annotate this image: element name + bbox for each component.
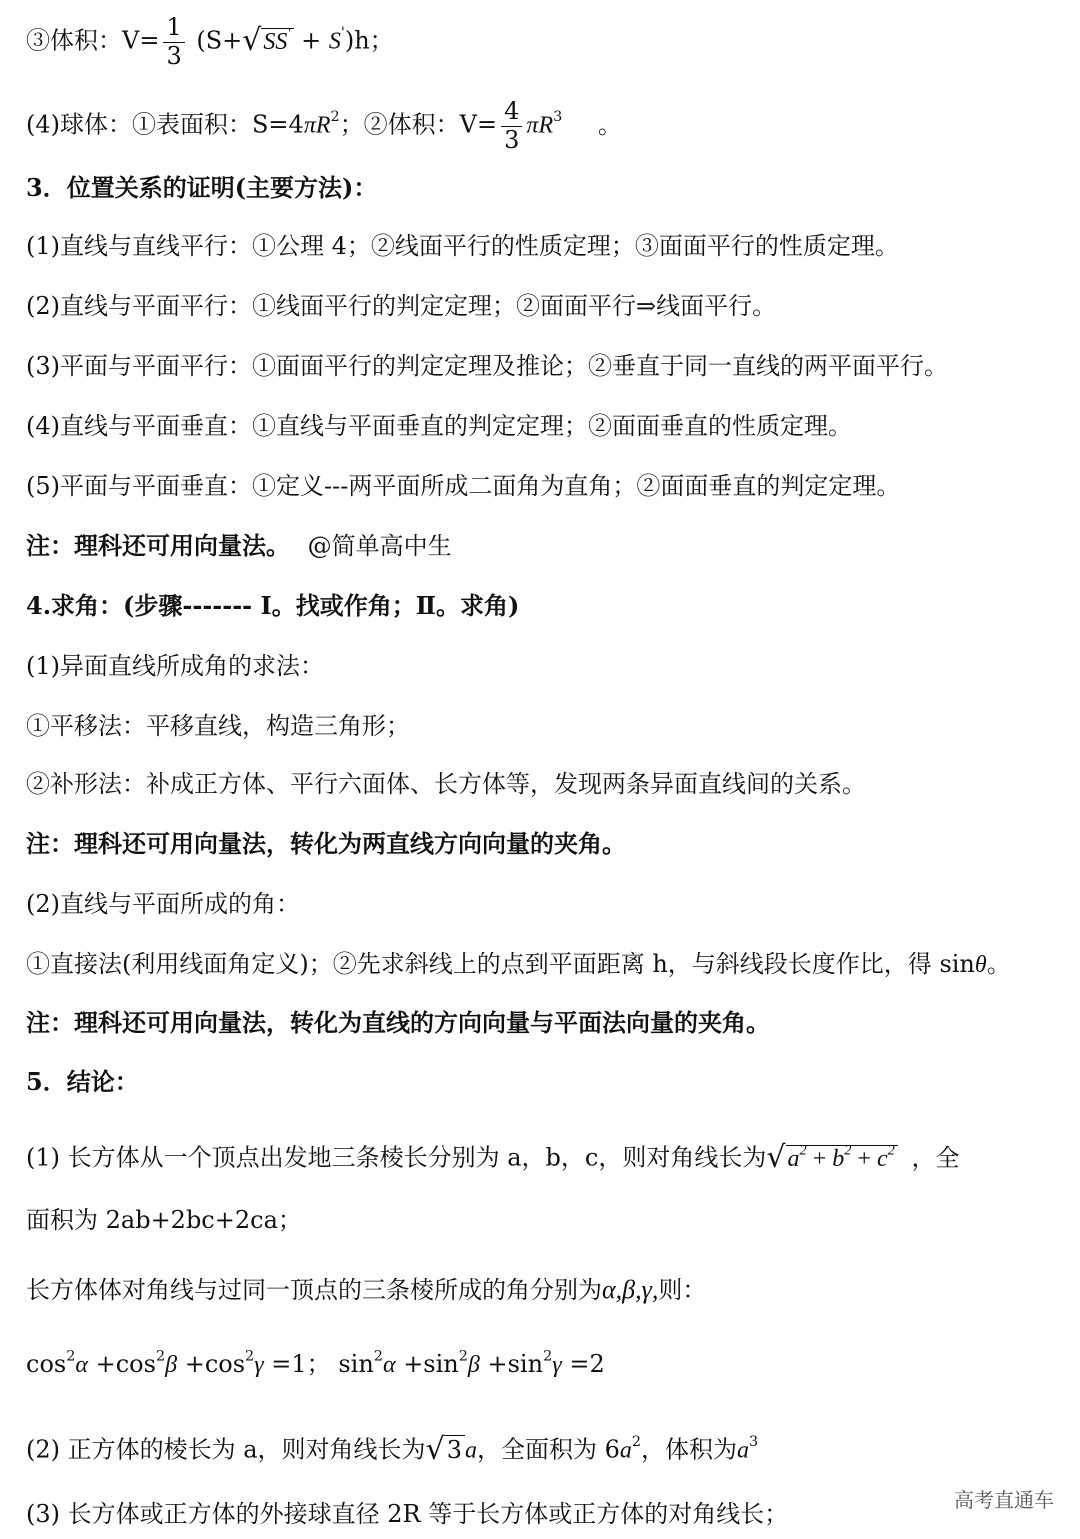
radicand [261, 25, 293, 55]
r: R [315, 112, 331, 139]
exp: 2 [543, 1348, 553, 1365]
sin: sin [338, 1350, 374, 1378]
paragraph: (1)异面直线所成角的求法： [26, 652, 324, 680]
sin: sin [423, 1350, 459, 1378]
exp: 3 [749, 1433, 759, 1450]
plus: + [812, 1145, 827, 1172]
text: =1； [271, 1350, 331, 1378]
paragraph [26, 950, 1066, 980]
coef: 4 [288, 110, 304, 139]
s-prime: S [328, 28, 341, 55]
paragraph: (3)平面与平面平行：①面面平行的判定定理及推论；②垂直于同一直线的两平面平行。 [26, 352, 948, 380]
paragraph [26, 1274, 1066, 1305]
plus: + [403, 1350, 424, 1378]
prime: ' [340, 25, 345, 42]
radicand [786, 1141, 898, 1172]
cos: cos [204, 1350, 246, 1378]
text: (4)球体：①表面积：S= [26, 110, 289, 139]
watermark: 高考直通车 [954, 1488, 1054, 1512]
text: 长方体体对角线与过同一顶点的三条棱所成的角分别为 [26, 1276, 602, 1304]
radical-sign: √ [425, 1432, 445, 1467]
paragraph [26, 1140, 1066, 1176]
paragraph: (2)直线与平面所成的角： [26, 890, 300, 918]
text: )h； [344, 26, 394, 55]
beta: β [165, 1352, 178, 1378]
sphere-formula [26, 98, 1066, 154]
radicand: 3 [445, 1435, 465, 1464]
text: 。 [986, 950, 1011, 978]
text: ，全 [911, 1143, 960, 1172]
paragraph: (1)直线与直线平行：①公理 4；②线面平行的性质定理；③面面平行的性质定理。 [26, 232, 899, 260]
angle-formula [26, 1350, 1066, 1380]
text: 则： [658, 1276, 707, 1304]
exp: 2 [155, 1348, 166, 1365]
author-tag: @简单高中生 [307, 532, 452, 560]
note-text: 注：理科还可用向量法。 [26, 531, 290, 560]
cos: cos [115, 1350, 156, 1378]
exp: 2 [66, 1348, 76, 1365]
text: (2) 正方体的棱长为 a，则对角线长为 [26, 1435, 426, 1464]
fraction-numerator: 1 [163, 14, 184, 43]
section-heading-4: 4.求角：(步骤------- Ⅰ。找或作角；Ⅱ。求角) [26, 591, 520, 620]
paragraph: (3) 长方体或正方体的外接球直径 2R 等于长方体或正方体的对角线长； [26, 1500, 789, 1528]
paragraph [26, 1432, 1066, 1468]
fraction [501, 98, 522, 154]
text: (1) 长方体从一个顶点出发地三条棱长分别为 a，b，c，则对角线长为 [26, 1143, 767, 1172]
exp: 2 [844, 1141, 852, 1158]
beta: β [467, 1352, 480, 1378]
radical-sign: √ [242, 23, 262, 59]
note [26, 532, 1066, 561]
plus: + [184, 1350, 205, 1378]
radicand-text: SS [263, 28, 288, 55]
section-heading-5: 5．结论： [26, 1067, 139, 1096]
gamma: γ [552, 1352, 562, 1378]
sqrt [766, 1140, 897, 1176]
var: c [877, 1145, 888, 1172]
exp: 3 [553, 109, 563, 126]
exp: 2 [631, 1433, 642, 1450]
var: a [787, 1145, 800, 1172]
plus: + [95, 1350, 116, 1378]
r: R [538, 112, 554, 139]
pi: π [526, 112, 539, 139]
volume-frustum-formula [26, 14, 1066, 70]
exp: 2 [458, 1348, 468, 1365]
note: 注：理科还可用向量法，转化为两直线方向向量的夹角。 [26, 829, 626, 858]
paragraph: (5)平面与平面垂直：①定义---两平面所成二面角为直角；②面面垂直的判定定理。 [26, 472, 901, 500]
theta: θ [974, 952, 987, 978]
exp: 2 [373, 1348, 383, 1365]
text: =2 [569, 1350, 605, 1378]
text: 。 [597, 110, 622, 139]
sin: sin [507, 1350, 544, 1378]
exp: 2 [330, 109, 340, 126]
text: ；②体积：V= [339, 110, 498, 139]
section-heading-3: 3．位置关系的证明(主要方法)： [26, 173, 378, 202]
text: ③体积：V= [26, 26, 160, 55]
var: a [619, 1437, 632, 1464]
exp: 2 [799, 1141, 807, 1158]
paragraph: 面积为 2ab+2bc+2ca； [26, 1206, 302, 1234]
sqrt [242, 23, 293, 59]
text: (S+ [196, 26, 243, 55]
var: a [737, 1437, 750, 1464]
text: ，全面积为 6 [476, 1435, 620, 1464]
sqrt [426, 1432, 465, 1468]
fraction-denominator: 3 [504, 125, 520, 154]
var: a [464, 1437, 477, 1464]
paragraph: ①平移法：平移直线，构造三角形； [26, 712, 410, 740]
text: ，体积为 [641, 1435, 738, 1464]
note: 注：理科还可用向量法，转化为直线的方向向量与平面法向量的夹角。 [26, 1008, 770, 1037]
alpha: α [382, 1352, 396, 1378]
text: ①直接法(利用线面角定义)；②先求斜线上的点到平面距离 h，与斜线段长度作比，得 sin [26, 950, 975, 978]
paragraph: (4)直线与平面垂直：①直线与平面垂直的判定定理；②面面垂直的性质定理。 [26, 412, 852, 440]
exp: 2 [887, 1141, 895, 1158]
paragraph: (2)直线与平面平行：①线面平行的判定定理；②面面平行⇒线面平行。 [26, 292, 777, 320]
fraction [163, 14, 184, 70]
plus: + [487, 1350, 508, 1378]
paragraph: ②补形法：补成正方体、平行六面体、长方体等，发现两条异面直线间的关系。 [26, 770, 866, 798]
cos: cos [26, 1350, 67, 1378]
fraction-numerator: 4 [501, 98, 522, 127]
gamma: γ [254, 1352, 264, 1378]
fraction-denominator: 3 [166, 41, 182, 70]
var: b [832, 1145, 845, 1172]
alpha: α [75, 1352, 88, 1378]
greek-angles: α,β,γ, [602, 1275, 659, 1304]
exp: 2 [245, 1348, 255, 1365]
plus: + [301, 26, 322, 55]
prime: ' [287, 25, 291, 42]
pi: π [303, 112, 316, 139]
plus: + [857, 1145, 871, 1172]
radical-sign: √ [766, 1140, 786, 1175]
